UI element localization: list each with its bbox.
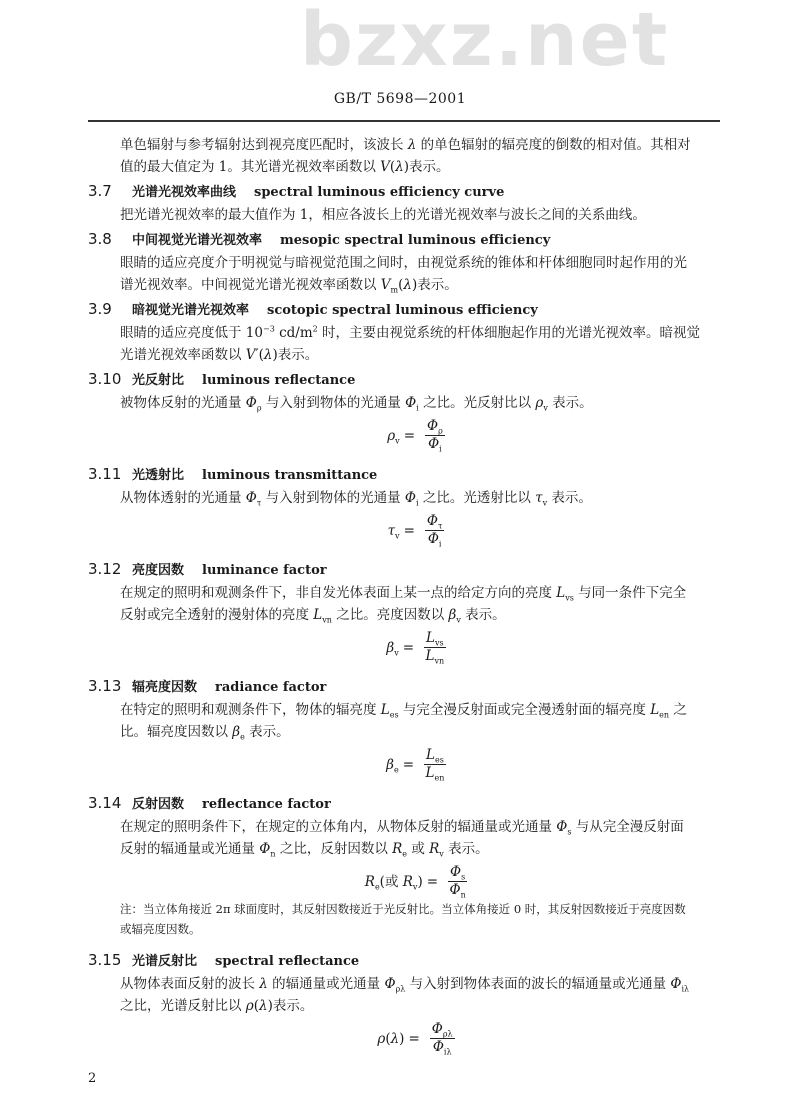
text-run: (或 xyxy=(379,873,403,890)
math-symbol: L xyxy=(313,607,323,623)
numerator xyxy=(448,864,467,882)
subscript: v xyxy=(394,648,399,658)
subscript: en xyxy=(659,710,670,720)
math-symbol: Φ xyxy=(449,882,461,898)
equals-sign: = xyxy=(408,1030,420,1047)
math-symbol: Φ xyxy=(404,490,416,506)
subscript: e xyxy=(374,882,380,892)
section-3-12 xyxy=(88,558,724,665)
formula-lhs xyxy=(387,425,399,447)
math-symbol: ρ xyxy=(245,998,254,1014)
math-symbol: λ xyxy=(259,998,268,1014)
header-rule xyxy=(88,120,720,122)
section-3-11 xyxy=(88,463,724,548)
subscript: ρ xyxy=(256,403,262,413)
subscript: i xyxy=(439,444,442,454)
subscript: v xyxy=(412,882,418,892)
term-english: luminance factor xyxy=(202,563,327,578)
math-symbol: Φ xyxy=(432,1039,444,1055)
math-symbol: Φ xyxy=(670,976,682,992)
formula-lhs xyxy=(386,637,398,659)
term-chinese: 中间视觉光谱光视效率 xyxy=(132,233,263,248)
math-symbol: τ xyxy=(387,522,396,539)
formula xyxy=(108,418,724,453)
text-run: 与完全漫反射面或完全漫透射面的辐亮度 xyxy=(398,702,651,718)
subscript: v xyxy=(395,436,400,446)
math-symbol: Φ xyxy=(427,531,439,547)
math-symbol: Φ xyxy=(245,395,257,411)
subscript: m xyxy=(390,285,399,295)
intro-paragraph xyxy=(88,134,724,178)
math-symbol: β xyxy=(386,756,394,773)
definition-line xyxy=(88,344,724,366)
subscript: i xyxy=(415,498,419,508)
math-symbol: V′ xyxy=(245,347,259,363)
subscript: iλ xyxy=(681,984,690,994)
definition-line xyxy=(88,995,724,1017)
sections xyxy=(88,180,724,1056)
subscript: es xyxy=(389,710,399,720)
subscript: v xyxy=(543,403,548,413)
fraction xyxy=(430,1021,455,1056)
math-symbol: Φ xyxy=(259,841,271,857)
equals-sign: = xyxy=(403,522,415,539)
math-symbol: R xyxy=(364,873,375,890)
text-run: 与入射到物体的光通量 xyxy=(261,490,405,506)
text-run: 表示。 xyxy=(547,395,593,411)
term-english: luminous transmittance xyxy=(202,468,378,483)
definition-line xyxy=(88,973,724,995)
text-run: ( xyxy=(258,347,264,363)
section-3-14 xyxy=(88,792,724,939)
math-symbol: Φ xyxy=(426,513,438,529)
text-run: 表示。 xyxy=(460,607,506,623)
subscript: n xyxy=(460,890,466,900)
text-run: 眼睛的适应亮度介于明视觉与暗视觉范围之间时，由视觉系统的锥体和杆体细胞同时起作用的光 xyxy=(120,255,687,271)
text-run: 与从完全漫反射面 xyxy=(571,819,684,835)
text-run: 比。辐亮度因数以 xyxy=(120,724,233,740)
subscript: ρλ xyxy=(442,1029,453,1039)
denominator xyxy=(428,531,442,548)
text-run: 把光谱光视效率的最大值作为 1，相应各波长上的光谱光视效率与波长之间的关系曲线。 xyxy=(120,207,646,223)
text-run: 之 xyxy=(669,702,687,718)
section-number: 3.13 xyxy=(88,677,122,695)
text-run: 谱光视效率。中间视觉光谱光视效率函数以 xyxy=(120,277,381,293)
text-run: 反射的辐通量或光通量 xyxy=(120,841,260,857)
subscript: n xyxy=(270,849,276,859)
page-number: 2 xyxy=(88,1071,97,1086)
math-symbol: β xyxy=(448,607,457,623)
text-run: )表示。 xyxy=(272,347,319,363)
subscript: en xyxy=(434,773,445,783)
fraction xyxy=(424,630,446,665)
definition-line xyxy=(88,582,724,604)
text-run: )表示。 xyxy=(403,159,450,175)
term-chinese: 反射因数 xyxy=(132,797,185,812)
denominator xyxy=(428,436,442,453)
definition-line xyxy=(88,604,724,626)
equals-sign: = xyxy=(426,873,439,890)
fraction xyxy=(425,513,445,548)
formula xyxy=(108,747,724,782)
text-run: 之比。亮度因数以 xyxy=(331,607,449,623)
formula-lhs xyxy=(365,871,423,893)
section-number: 3.12 xyxy=(88,560,122,578)
term-chinese: 光反射比 xyxy=(132,373,185,388)
section-heading xyxy=(88,463,724,487)
section-heading xyxy=(88,558,724,582)
math-symbol: λ xyxy=(263,347,273,363)
watermark: bzxz.net xyxy=(300,0,670,83)
subscript: τ xyxy=(437,521,443,531)
numerator xyxy=(430,1021,455,1039)
text-run: 从物体透射的光通量 xyxy=(120,490,246,506)
term-english: radiance factor xyxy=(215,680,327,695)
section-3-15 xyxy=(88,949,724,1056)
fraction xyxy=(448,864,467,899)
text-run: 被物体反射的光通量 xyxy=(120,395,246,411)
text-run: 之比。光反射比以 xyxy=(418,395,536,411)
equals-sign: = xyxy=(403,427,415,444)
definition-line xyxy=(88,487,724,509)
math-symbol: Φ xyxy=(405,395,417,411)
section-3-10 xyxy=(88,368,724,453)
subscript: e xyxy=(402,849,408,859)
math-symbol: R xyxy=(402,873,413,890)
denominator xyxy=(433,1039,452,1056)
math-symbol: L xyxy=(425,648,435,664)
text-run: 或 xyxy=(407,841,430,857)
subscript: vs xyxy=(435,638,444,648)
formula-lhs xyxy=(388,520,400,542)
math-symbol: L xyxy=(426,747,435,763)
section-heading xyxy=(88,228,724,252)
text-run: 与入射到物体表面的波长的辐通量或光通量 xyxy=(405,976,671,992)
definition-line xyxy=(88,392,724,414)
math-symbol: V xyxy=(380,159,390,175)
subscript: s xyxy=(567,827,572,837)
subscript: v xyxy=(456,615,461,625)
term-english: mesopic spectral luminous efficiency xyxy=(280,233,551,248)
math-symbol: ρ xyxy=(377,1030,386,1047)
text-run: 光谱光视效率函数以 xyxy=(120,347,246,363)
text-run: ( xyxy=(389,159,396,175)
term-chinese: 光谱光视效率曲线 xyxy=(132,185,237,200)
definition-line xyxy=(88,816,724,838)
formula xyxy=(108,630,724,665)
subscript: v xyxy=(439,849,444,859)
text-run: 值的最大值定为 1。其光谱光视效率函数以 xyxy=(120,159,381,175)
subscript: es xyxy=(434,755,444,765)
math-symbol: Φ xyxy=(450,864,462,880)
text-run: 表示。 xyxy=(547,490,592,506)
math-symbol: ρ xyxy=(535,395,544,411)
section-heading xyxy=(88,949,724,973)
section-number: 3.11 xyxy=(88,465,122,483)
equals-sign: = xyxy=(402,639,415,656)
math-symbol: L xyxy=(650,702,660,718)
subscript: v xyxy=(542,498,548,508)
math-symbol: R xyxy=(429,841,440,857)
text-run: 反射或完全透射的漫射体的亮度 xyxy=(120,607,314,623)
text-run: 眼睛的适应亮度低于 10 xyxy=(120,325,263,341)
definition-line xyxy=(88,699,724,721)
definition-line xyxy=(88,204,724,226)
text-run: 的辐通量或光通量 xyxy=(267,976,385,992)
math-symbol: L xyxy=(425,765,435,781)
note-line xyxy=(88,899,724,919)
term-chinese: 亮度因数 xyxy=(132,563,185,578)
text-run: )表示。 xyxy=(267,998,314,1014)
section-3-7 xyxy=(88,180,724,226)
formula xyxy=(108,1021,724,1056)
text-run: 之比。光透射比以 xyxy=(418,490,536,506)
text-run: 与入射到物体的光通量 xyxy=(261,395,406,411)
math-symbol: Φ xyxy=(245,490,257,506)
term-chinese: 暗视觉光谱光视效率 xyxy=(132,303,250,318)
section-heading xyxy=(88,298,724,322)
section-number: 3.7 xyxy=(88,182,112,200)
math-symbol: Φ xyxy=(556,819,568,835)
section-number: 3.15 xyxy=(88,951,122,969)
section-3-8 xyxy=(88,228,724,296)
math-symbol: L xyxy=(380,702,390,718)
numerator xyxy=(424,747,446,765)
subscript: vn xyxy=(434,656,445,666)
text-run: 之比，光谱反射比以 xyxy=(120,998,246,1014)
section-number: 3.10 xyxy=(88,370,122,388)
text-run: 与同一条件下完全 xyxy=(573,585,687,601)
text-line xyxy=(88,156,724,178)
denominator xyxy=(425,765,444,782)
subscript: e xyxy=(393,765,399,775)
text-run: 在规定的照明条件下，在规定的立体角内，从物体反射的辐通量或光通量 xyxy=(120,819,557,835)
math-symbol: β xyxy=(386,639,395,656)
denominator xyxy=(450,882,466,899)
fraction xyxy=(425,418,445,453)
definition-line xyxy=(88,322,724,344)
math-symbol: V xyxy=(380,277,391,293)
term-chinese: 光谱反射比 xyxy=(132,954,198,969)
text-run: 之比，反射因数以 xyxy=(275,841,393,857)
math-symbol: Φ xyxy=(427,418,439,434)
numerator xyxy=(424,630,446,648)
subscript: τ xyxy=(256,498,262,508)
subscript: vn xyxy=(322,615,332,625)
text-run: 的单色辐射的辐亮度的倒数的相对值。其相对 xyxy=(416,137,691,153)
formula-lhs xyxy=(377,1028,404,1050)
math-symbol: λ xyxy=(390,1030,400,1047)
text-run: 在规定的照明和观测条件下，非自发光体表面上某一点的给定方向的亮度 xyxy=(120,585,557,601)
math-symbol: τ xyxy=(535,490,543,506)
term-english: spectral luminous efficiency curve xyxy=(254,185,505,200)
math-symbol: λ xyxy=(259,976,268,992)
math-symbol: β xyxy=(232,724,241,740)
section-number: 3.8 xyxy=(88,230,112,248)
section-heading xyxy=(88,368,724,392)
text-run: ( xyxy=(253,998,260,1014)
subscript: i xyxy=(438,539,442,549)
text-run: 时，主要由视觉系统的杆体细胞起作用的光谱光视效率。暗视觉 xyxy=(317,325,701,341)
definition-line xyxy=(88,721,724,743)
subscript: e xyxy=(240,732,245,742)
term-chinese: 光透射比 xyxy=(132,468,185,483)
math-symbol: Φ xyxy=(428,436,440,452)
subscript: i xyxy=(416,403,419,413)
text-run: 注：当立体角接近 2π 球面度时，其反射因数接近于光反射比。当立体角接近 0 时，其反射因数接近于亮度因数 xyxy=(120,902,686,916)
denominator xyxy=(426,648,445,665)
term-english: luminous reflectance xyxy=(202,373,356,388)
text-run: 或辐亮度因数。 xyxy=(120,922,201,936)
formula-lhs xyxy=(386,754,399,776)
term-english: reflectance factor xyxy=(202,797,331,812)
section-heading xyxy=(88,675,724,699)
superscript: 2 xyxy=(312,324,318,334)
equals-sign: = xyxy=(402,756,415,773)
page-body xyxy=(88,134,724,1088)
math-symbol: R xyxy=(392,841,403,857)
note-line xyxy=(88,919,724,939)
math-symbol: Φ xyxy=(384,976,396,992)
subscript: v xyxy=(395,531,400,541)
section-3-13 xyxy=(88,675,724,782)
text-run: 单色辐射与参考辐射达到视亮度匹配时，该波长 xyxy=(120,137,408,153)
term-english: spectral reflectance xyxy=(215,954,360,969)
definition-line xyxy=(88,274,724,296)
fraction xyxy=(424,747,446,782)
text-run: ( xyxy=(385,1030,391,1047)
math-symbol: Φ xyxy=(431,1021,443,1037)
text-run: 在特定的照明和观测条件下，物体的辐亮度 xyxy=(120,702,381,718)
text-line xyxy=(88,134,724,156)
math-symbol: λ xyxy=(403,277,412,293)
subscript: ρλ xyxy=(395,984,406,994)
text-run: 表示。 xyxy=(244,724,290,740)
text-run: ) xyxy=(399,1030,405,1047)
text-run: 从物体表面反射的波长 xyxy=(120,976,260,992)
numerator xyxy=(425,513,445,531)
text-run: ( xyxy=(398,277,404,293)
math-symbol: L xyxy=(426,630,435,646)
text-run: 表示。 xyxy=(443,841,489,857)
subscript: s xyxy=(461,872,466,882)
math-symbol: ρ xyxy=(387,427,396,444)
text-run: ) xyxy=(417,873,423,890)
numerator xyxy=(425,418,445,436)
section-heading xyxy=(88,180,724,204)
definition-line xyxy=(88,252,724,274)
term-english: scotopic spectral luminous efficiency xyxy=(267,303,538,318)
subscript: vs xyxy=(565,593,574,603)
math-symbol: L xyxy=(556,585,566,601)
definition-line xyxy=(88,838,724,860)
term-chinese: 辐亮度因数 xyxy=(132,680,198,695)
math-symbol: λ xyxy=(407,137,417,153)
math-symbol: λ xyxy=(395,159,404,175)
section-number: 3.9 xyxy=(88,300,112,318)
formula xyxy=(108,864,724,899)
formula xyxy=(108,513,724,548)
section-number: 3.14 xyxy=(88,794,122,812)
subscript: ρ xyxy=(438,426,443,436)
section-3-9 xyxy=(88,298,724,366)
superscript: −3 xyxy=(262,324,275,334)
text-run: )表示。 xyxy=(411,277,458,293)
section-heading xyxy=(88,792,724,816)
subscript: iλ xyxy=(443,1047,452,1057)
document-header: GB/T 5698—2001 xyxy=(333,91,467,107)
text-run: cd/m xyxy=(274,325,313,341)
